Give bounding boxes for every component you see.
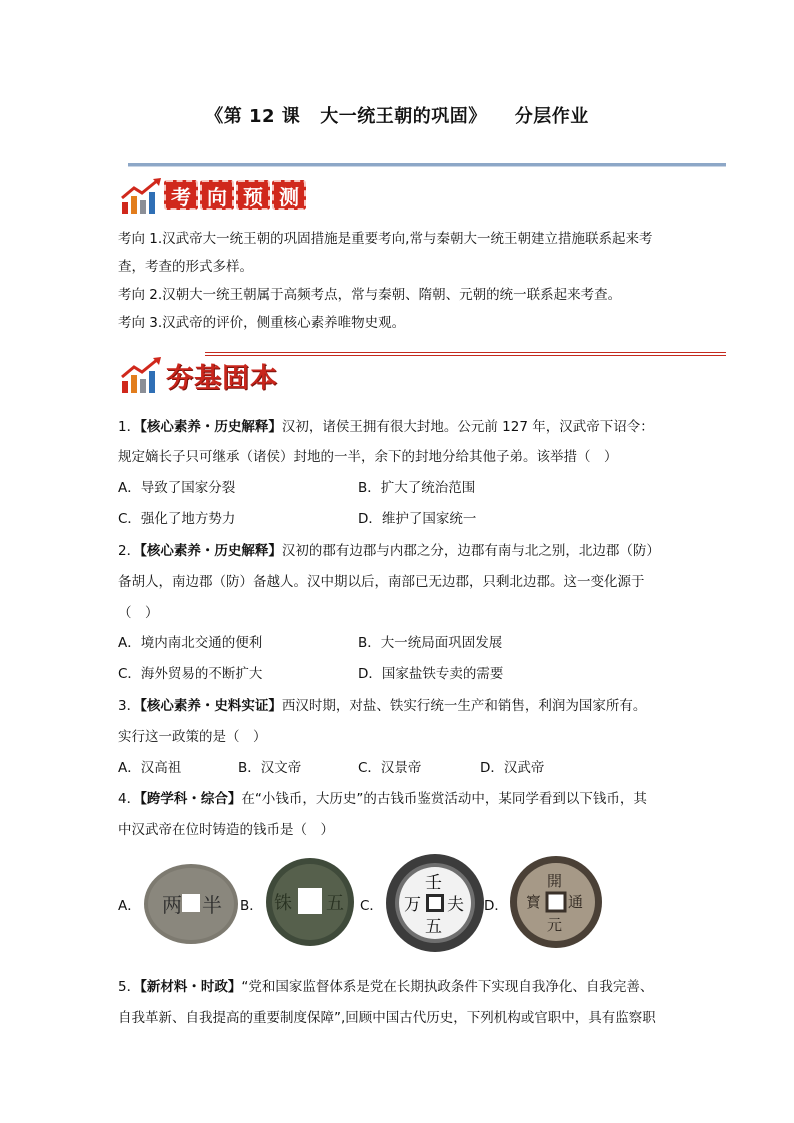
option-d[interactable]: D．维护了国家统一 <box>358 511 477 527</box>
title-part-3: 分层作业 <box>514 106 589 127</box>
coin-c-xinmang[interactable] <box>384 852 486 954</box>
forecast-text <box>118 228 688 334</box>
question-tag: 【跨学科・综合】 <box>140 791 242 807</box>
question-text: 备胡人，南边郡（防）备越人。汉中期以后，南部已无边郡，只剩北边郡。这一变化源于 <box>118 574 645 590</box>
banner-char: 预 <box>236 180 270 210</box>
banner-char: 向 <box>200 180 234 210</box>
question-2 <box>118 536 688 629</box>
forecast-line: 查，考查的形式多样。 <box>118 259 253 275</box>
question-4 <box>118 784 688 846</box>
question-number: 3． <box>118 698 141 714</box>
banner-char: 测 <box>272 180 306 210</box>
question-text: 汉初的郡有边郡与内郡之分，边郡有南与北之别，北边郡（防） <box>281 543 660 559</box>
option-a[interactable]: A．境内南北交通的便利 <box>118 635 263 651</box>
question-tag: 【核心素养・历史解释】 <box>140 543 282 559</box>
coin-label-a[interactable]: A． <box>118 898 141 914</box>
question-number: 4． <box>118 791 141 807</box>
coin-options <box>118 856 618 951</box>
section-banner-foundation: 夯基固本 <box>166 363 278 394</box>
coin-char: 寳 <box>526 893 542 911</box>
page-title <box>0 102 794 128</box>
trend-chart-icon <box>120 176 168 216</box>
option-c[interactable]: C．汉景帝 <box>358 760 422 776</box>
coin-label-c[interactable]: C． <box>360 898 383 914</box>
option-a[interactable]: A．汉高祖 <box>118 760 182 776</box>
question-tag: 【核心素养・史料实证】 <box>140 698 282 714</box>
question-number: 5． <box>118 979 141 995</box>
question-text: （ ） <box>118 605 159 621</box>
option-b[interactable]: B．大一统局面巩固发展 <box>358 635 503 651</box>
section-banner-forecast <box>164 180 306 210</box>
forecast-line: 考向 3.汉武帝的评价，侧重核心素养唯物史观。 <box>118 315 406 331</box>
coin-char: 壬 <box>425 873 442 893</box>
coin-b-wuzhu[interactable] <box>264 856 356 948</box>
trend-chart-icon <box>120 355 168 395</box>
question-text: 中汉武帝在位时铸造的钱币是（ ） <box>118 822 334 838</box>
question-number: 2． <box>118 543 141 559</box>
coin-char: 五 <box>425 917 442 937</box>
question-text: 实行这一政策的是（ ） <box>118 729 267 745</box>
coin-char: 两 <box>162 893 182 917</box>
option-b[interactable]: B．汉文帝 <box>238 760 302 776</box>
question-tag: 【核心素养・历史解释】 <box>140 419 282 435</box>
coin-char: 半 <box>202 893 222 917</box>
banner-char: 考 <box>164 180 198 210</box>
coin-label-d[interactable]: D． <box>484 898 508 914</box>
header-rule <box>128 163 726 167</box>
coin-d-kaiyuan[interactable] <box>508 854 604 950</box>
question-text: 规定嫡长子只可继承（诸侯）封地的一半，余下的封地分给其他子弟。该举措（ ） <box>118 449 618 465</box>
coin-char: 夫 <box>447 895 464 915</box>
question-text: 在“小钱币，大历史”的古钱币鉴赏活动中，某同学看到以下钱币，其 <box>241 791 647 807</box>
question-3 <box>118 691 688 753</box>
question-5 <box>118 972 688 1034</box>
question-1 <box>118 412 688 472</box>
coin-char: 万 <box>404 895 421 915</box>
forecast-line: 考向 1.汉武帝大一统王朝的巩固措施是重要考向,常与秦朝大一统王朝建立措施联系起来考 <box>118 231 653 247</box>
section-rule <box>205 352 726 356</box>
question-text: 西汉时期，对盐、铁实行统一生产和销售，利润为国家所有。 <box>281 698 647 714</box>
coin-label-b[interactable]: B． <box>240 898 263 914</box>
option-c[interactable]: C．强化了地方势力 <box>118 511 236 527</box>
question-text: “党和国家监督体系是党在长期执政条件下实现自我净化、自我完善、 <box>241 979 654 995</box>
option-b[interactable]: B．扩大了统治范围 <box>358 480 476 496</box>
forecast-line: 考向 2.汉朝大一统王朝属于高频考点，常与秦朝、隋朝、元朝的统一联系起来考查。 <box>118 287 622 303</box>
question-number: 1． <box>118 419 141 435</box>
question-tag: 【新材料・时政】 <box>140 979 242 995</box>
question-text: 自我革新、自我提高的重要制度保障”,回顾中国古代历史，下列机构或官职中，具有监察职 <box>118 1010 656 1026</box>
coin-char: 五 <box>326 893 344 914</box>
title-part-1: 《第 12 课 <box>205 106 301 127</box>
coin-char: 铢 <box>274 893 292 914</box>
option-c[interactable]: C．海外贸易的不断扩大 <box>118 666 263 682</box>
coin-char: 元 <box>547 916 563 934</box>
coin-char: 通 <box>568 893 584 911</box>
question-text: 汉初，诸侯王拥有很大封地。公元前 127 年，汉武帝下诏令： <box>281 419 654 435</box>
coin-char: 開 <box>547 872 563 890</box>
option-a[interactable]: A．导致了国家分裂 <box>118 480 236 496</box>
option-d[interactable]: D．汉武帝 <box>480 760 545 776</box>
coin-a-banliang[interactable] <box>142 862 240 946</box>
option-d[interactable]: D．国家盐铁专卖的需要 <box>358 666 504 682</box>
title-part-2: 大一统王朝的巩固》 <box>320 106 487 127</box>
